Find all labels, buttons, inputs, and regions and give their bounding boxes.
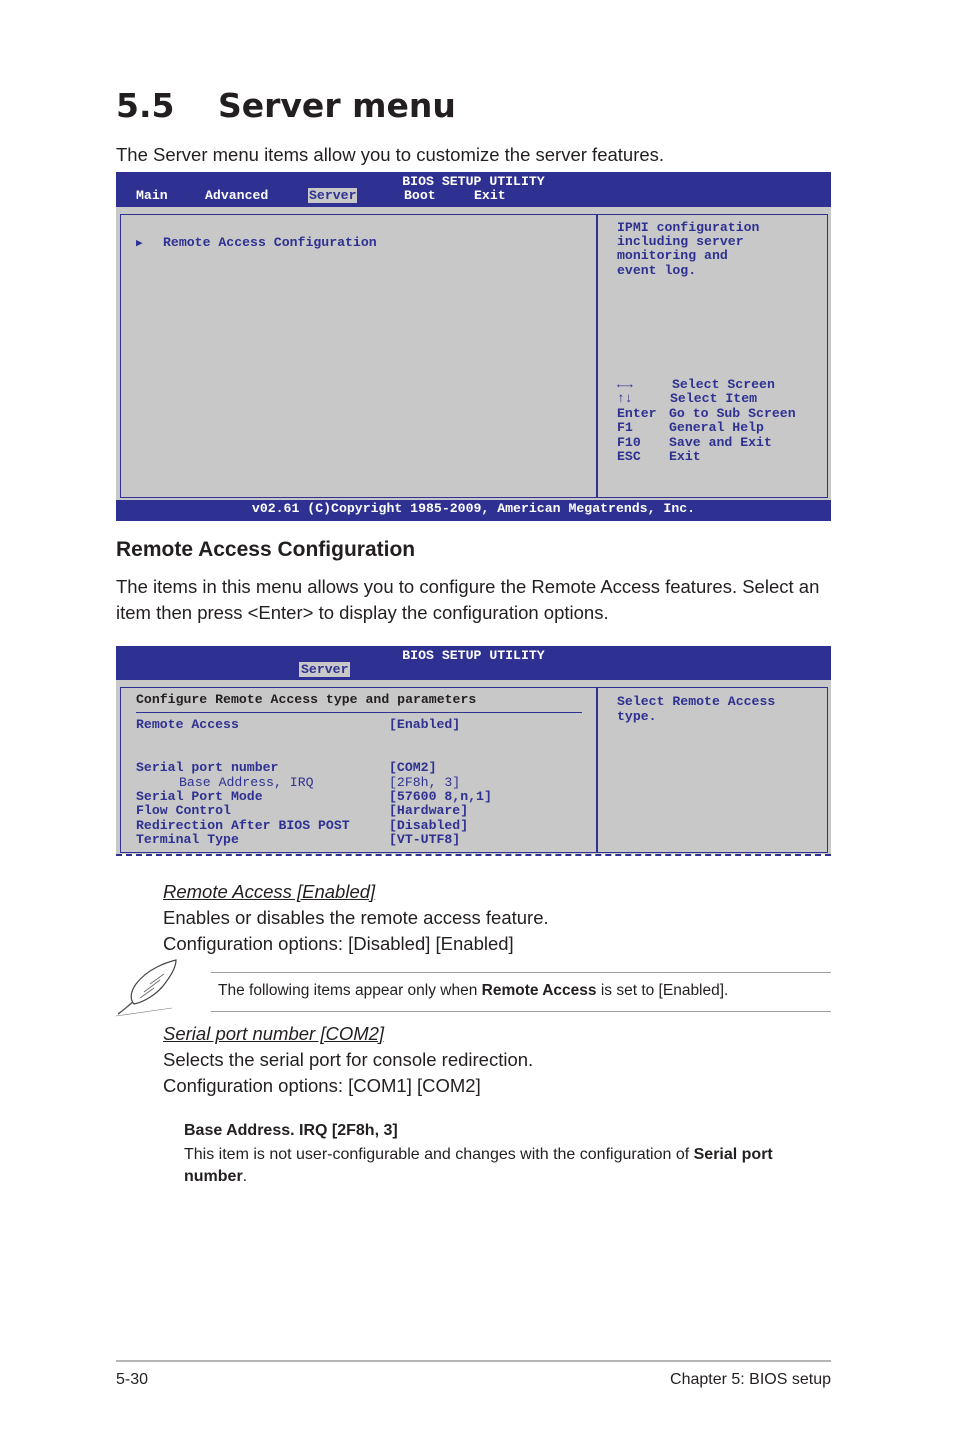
item-serial-port-line2: Configuration options: [COM1] [COM2] [163,1075,481,1096]
key-f1: F1 [617,420,633,435]
item-remote-access-line2: Configuration options: [Disabled] [Enabled] [163,933,514,954]
key-esc: ESC [617,449,641,464]
intro-text: The Server menu items allow you to customize the server features. [116,144,665,165]
main-pane [120,214,597,498]
terminal-type-value[interactable]: [VT-UTF8] [389,832,461,847]
config-header: Configure Remote Access type and parameters [136,692,477,707]
redirection-label[interactable]: Redirection After BIOS POST [136,818,350,833]
serial-port-number-value[interactable]: [COM2] [389,760,437,775]
menu-advanced[interactable]: Advanced [205,188,269,203]
key-up-down: ↑↓ [617,391,633,406]
item-serial-port-line1: Selects the serial port for console redirection. [163,1049,534,1070]
desc-end: . [242,1168,248,1185]
key-desc: Exit [669,449,701,464]
feather-note-icon [114,958,180,1018]
item-base-address-title: Base Address. IRQ [2F8h, 3] [184,1122,398,1139]
serial-port-number-label[interactable]: Serial port number [136,760,279,775]
menu-server[interactable]: Server [309,188,357,203]
help-line: type. [617,709,657,724]
bios-copyright: v02.61 (C)Copyright 1985-2009, American Megatrends, Inc. [116,500,831,521]
help-line: monitoring and [617,248,728,263]
desc-start: This item is not user-configurable and changes with the configuration of [184,1146,694,1163]
chapter-label: Chapter 5: BIOS setup [670,1371,831,1388]
note-text-end: is set to [Enabled]. [596,982,729,999]
terminal-type-label[interactable]: Terminal Type [136,832,239,847]
serial-port-mode-label[interactable]: Serial Port Mode [136,789,263,804]
subsection-title: Remote Access Configuration [116,538,416,561]
bios-title: BIOS SETUP UTILITY [402,648,545,663]
key-desc: Select Screen [672,377,775,392]
note-text-bold: Remote Access [481,982,597,999]
menu-server[interactable]: Server [301,662,349,677]
section-title [116,86,456,125]
redirection-value[interactable]: [Disabled] [389,818,469,833]
menu-main[interactable]: Main [136,188,168,203]
remote-access-config-item[interactable]: Remote Access Configuration [163,235,377,250]
help-line: including server [617,234,744,249]
key-desc: General Help [669,420,764,435]
key-desc: Save and Exit [669,435,772,450]
bios-header-bar [116,646,831,680]
section-number: 5.5 [116,86,175,125]
menu-boot[interactable]: Boot [404,188,436,203]
remote-access-label[interactable]: Remote Access [136,717,239,732]
bios-header-bar [116,172,831,207]
footer-rule [116,1360,831,1362]
base-address-value: [2F8h, 3] [389,775,461,790]
base-address-label: Base Address, IRQ [179,775,314,790]
note-text-start: The following items appear only when [218,982,482,999]
bios-title: BIOS SETUP UTILITY [402,174,545,189]
help-line: Select Remote Access [617,694,776,709]
subsection-desc: The items in this menu allows you to configure the Remote Access features. Select an item then press <Enter> to display the configuration options. [116,576,820,623]
note-box [211,972,831,1012]
section-heading: Server menu [218,86,456,125]
flow-control-label[interactable]: Flow Control [136,803,231,818]
menu-exit[interactable]: Exit [474,188,506,203]
flow-control-value[interactable]: [Hardware] [389,803,469,818]
help-line: IPMI configuration [617,220,760,235]
submenu-arrow-icon: ▶ [136,238,143,250]
item-base-address-desc [184,1144,834,1188]
note-text [218,982,728,1000]
bios-screen-remote-access [116,646,831,862]
item-remote-access-line1: Enables or disables the remote access feature. [163,907,549,928]
screen-cut-edge [116,854,831,862]
key-f10: F10 [617,435,641,450]
help-line: event log. [617,263,697,278]
page-number: 5-30 [116,1371,149,1388]
header-divider [136,712,582,713]
item-serial-port-title: Serial port number [COM2] [163,1023,385,1044]
serial-port-mode-value[interactable]: [57600 8,n,1] [389,789,492,804]
key-desc: Go to Sub Screen [669,406,796,421]
key-enter: Enter [617,406,657,421]
key-left-right: ←→ [617,377,633,392]
item-remote-access-title: Remote Access [Enabled] [163,881,376,902]
key-desc: Select Item [670,391,758,406]
bios-screen-server [116,172,831,521]
remote-access-value[interactable]: [Enabled] [389,717,461,732]
desc-bold: Serial port number [184,1146,773,1185]
